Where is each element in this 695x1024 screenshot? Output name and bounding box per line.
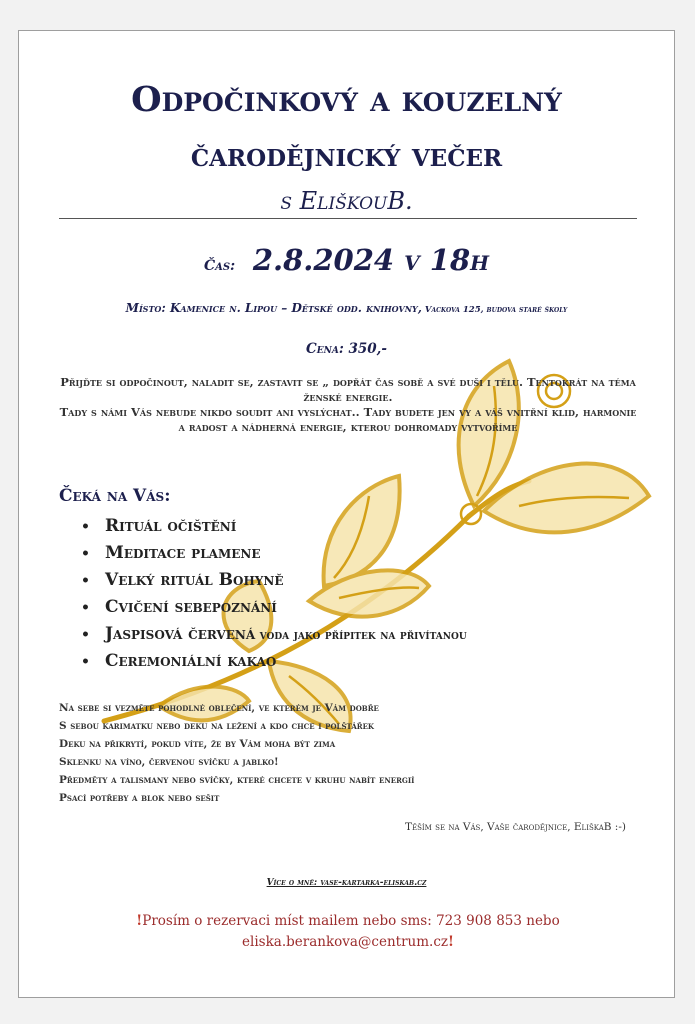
time-label: Čas: [203, 258, 236, 274]
bring-item: Na sebe si vezměte pohodlné oblečení, ve kterém je Vám dobře [59, 702, 379, 714]
booking-text: Prosím o rezervaci míst mailem nebo sms: 723 908 853 nebo eliska.berankova@centrum.cz [142, 913, 560, 950]
program-item: • Jaspisová červená voda jako přípitek na přivítanou [81, 621, 467, 648]
signoff: Těším se na Vás, Vaše čarodějnice, EliškaB :-) [404, 821, 626, 833]
event-time [19, 243, 674, 277]
program-item: • Meditace plamene [81, 540, 467, 567]
program-heading: Čeká na Vás: [59, 486, 171, 506]
exclamation-mark: ! [448, 934, 454, 950]
website-link[interactable]: Více o mně: vase-kartarka-eliskab.cz [266, 878, 427, 888]
intro-text [59, 375, 637, 435]
time-value: 2.8.2024 v 18h [252, 243, 490, 277]
event-host: s EliškouB. [280, 187, 413, 215]
bring-item: Sklenku na víno, červenou svíčku a jablko! [59, 756, 279, 768]
bring-item: Deku na přikrytí, pokud víte, že by Vám moha být zima [59, 738, 336, 750]
intro-paragraph: Tady s námi Vás nebude nikdo soudit ani vyslýchat.. Tady budete jen vy a váš vnitřní klid, harmonie a radost a nádherná energie, kterou dohromady vytvoříme [59, 405, 637, 434]
what-to-bring [59, 699, 414, 807]
event-title-line1: Odpočinkový a kouzelný [131, 79, 562, 120]
bring-item: Psací potřeby a blok nebo sešit [59, 792, 220, 804]
bullet-icon: • [81, 600, 90, 616]
exclamation-mark: ! [136, 913, 143, 929]
divider [59, 218, 637, 219]
program-item: • Rituál očištění [81, 513, 467, 540]
booking-note [79, 911, 617, 953]
event-price: Cena: 350,- [306, 341, 387, 357]
bullet-icon: • [81, 627, 90, 643]
bring-item: Předměty a talismany nebo svíčky, které chcete v kruhu nabít energií [59, 774, 415, 786]
event-place [19, 301, 674, 315]
program-item: • Ceremoniální kakao [81, 648, 467, 675]
program-list [81, 513, 467, 675]
bullet-icon: • [81, 573, 90, 589]
bullet-icon: • [81, 519, 90, 535]
bullet-icon: • [81, 546, 90, 562]
intro-paragraph: Přijďte si odpočinout, naladit se, zastavit se „ dopřát čas sobě a své duši i tělu. Tentokrát na téma ženské energie. [60, 375, 636, 404]
program-item: • Cvičení sebepoznání [81, 594, 467, 621]
bullet-icon: • [81, 654, 90, 670]
event-title-line2: čarodějnický večer [190, 135, 503, 174]
place-detail: Vackova 125, budova staré školy [421, 305, 568, 315]
flyer-page [18, 30, 675, 998]
place-main: Místo: Kamenice n. Lipou – Dětské odd. knihovny, [125, 301, 422, 315]
bring-item: S sebou karimatku nebo deku na ležení a kdo chce i polštářek [59, 720, 375, 732]
program-item: • Velký rituál Bohyně [81, 567, 467, 594]
